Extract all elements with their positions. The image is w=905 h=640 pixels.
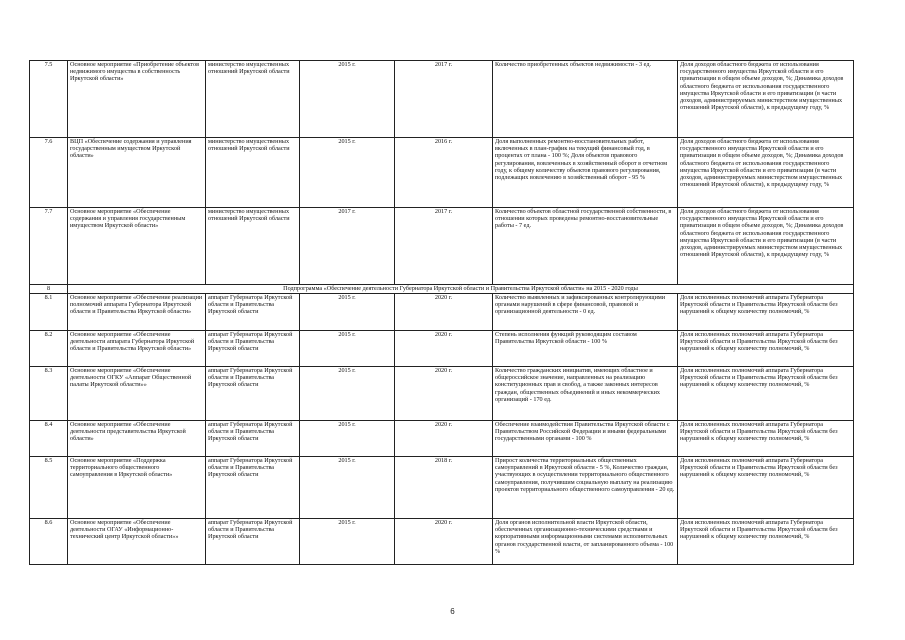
subprogram-row [30,285,854,294]
row-number: 8.6 [30,519,68,565]
executor: аппарат Губернатора Иркутской области и Правительства Иркутской области [206,421,300,457]
row-number: 8.2 [30,331,68,367]
executor: аппарат Губернатора Иркутской области и Правительства Иркутской области [206,331,300,367]
end-year: 2020 г. [395,331,493,367]
executor: аппарат Губернатора Иркутской области и Правительства Иркутской области [206,457,300,519]
goal-indicator: Доля доходов областного бюджета от использования государственного имущества Иркутской области и его приватизации в общем объеме доходов, %; Динамика доходов областного бюджета от использования государственного имущества Иркутской области и его приватизации (в части доходов, администрируемых министерством имущественных отношений Иркутской области), к предыдущему году, % [678,138,854,208]
activity-name: Основное мероприятие «Поддержка территориального общественного самоуправления в Иркутской области» [68,457,206,519]
end-year: 2017 г. [395,61,493,138]
row-number: 8.4 [30,421,68,457]
executor: аппарат Губернатора Иркутской области и Правительства Иркутской области [206,294,300,331]
subprogram-title: Подпрограмма «Обеспечение деятельности Губернатора Иркутской области и Правительства Иркутской области» на 2015 - 2020 годы [68,285,854,294]
row-number: 8.3 [30,367,68,421]
goal-indicator: Доля исполненных полномочий аппарата Губернатора Иркутской области и Правительства Иркутской области без нарушений к общему количеству полномочий, % [678,367,854,421]
activity-name: Основное мероприятие «Обеспечение деятельности ОГКУ «Аппарат Общественной палаты Иркутской области»» [68,367,206,421]
executor: министерство имущественных отношений Иркутской области [206,208,300,285]
indicator: Количество выявленных и зафиксированных контролирующими органами нарушений в сфере финансовой, правовой и организационной деятельности - 0 ед. [493,294,678,331]
activity-name: Основное мероприятие «Обеспечение содержания и управления государственным имуществом Иркутской области» [68,208,206,285]
page-number: 6 [450,607,455,616]
executor: министерство имущественных отношений Иркутской области [206,138,300,208]
start-year: 2015 г. [300,421,395,457]
end-year: 2016 г. [395,138,493,208]
activity-name: ВЦП «Обеспечение содержания и управления государственным имуществом Иркутской области» [68,138,206,208]
start-year: 2015 г. [300,331,395,367]
start-year: 2017 г. [300,208,395,285]
goal-indicator: Доля доходов областного бюджета от использования государственного имущества Иркутской области и его приватизации в общем объеме доходов, %; Динамика доходов областного бюджета от использования государственного имущества Иркутской области и его приватизации (в части доходов, администрируемых министерством имущественных отношений Иркутской области), к предыдущему году, % [678,208,854,285]
activity-name: Основное мероприятие «Обеспечение деятельности аппарата Губернатора Иркутской области и Правительства Иркутской области» [68,331,206,367]
table-row [30,294,854,331]
end-year: 2018 г. [395,457,493,519]
start-year: 2015 г. [300,519,395,565]
table-body [30,61,854,565]
goal-indicator: Доля исполненных полномочий аппарата Губернатора Иркутской области и Правительства Иркутской области без нарушений к общему количеству полномочий, % [678,331,854,367]
row-number: 7.6 [30,138,68,208]
goal-indicator: Доля доходов областного бюджета от использования государственного имущества Иркутской области и его приватизации в общем объеме доходов, %; Динамика доходов областного бюджета от использования государственного имущества Иркутской области и его приватизации (в части доходов, администрируемых министерством имущественных отношений Иркутской области), к предыдущему году, % [678,61,854,138]
executor: министерство имущественных отношений Иркутской области [206,61,300,138]
activity-name: Основное мероприятие «Обеспечение реализации полномочий аппарата Губернатора Иркутской области и Правительства Иркутской области» [68,294,206,331]
table-row [30,61,854,138]
table-row [30,138,854,208]
activity-name: Основное мероприятие «Обеспечение деятельности ОГАУ «Информационно-технический центр Иркутской области»» [68,519,206,565]
goal-indicator: Доля исполненных полномочий аппарата Губернатора Иркутской области и Правительства Иркутской области без нарушений к общему количеству полномочий, % [678,519,854,565]
end-year: 2020 г. [395,519,493,565]
start-year: 2015 г. [300,367,395,421]
row-number: 8.5 [30,457,68,519]
indicator: Прирост количества территориальных общественных самоуправлений в Иркутской области - 5 %, Количество граждан, участвующих в осуществлении территориального общественного самоуправления, получившим социальную выплату на реализацию проектов территориального общественного самоуправления - 20 ед. [493,457,678,519]
indicator: Количество приобретенных объектов недвижимости - 3 ед. [493,61,678,138]
start-year: 2015 г. [300,457,395,519]
goal-indicator: Доля исполненных полномочий аппарата Губернатора Иркутской области и Правительства Иркутской области без нарушений к общему количеству полномочий, % [678,294,854,331]
indicator: Обеспечение взаимодействия Правительства Иркутской области с Правительством Российской Федерации и иными федеральными государственными органами - 100 % [493,421,678,457]
indicator: Доля выполненных ремонтно-восстановительных работ, включенных в план-график на текущий финансовый год, в процентах от плана - 100 %; Доля объектов правового регулирования, вовлеченных в хозяйственный оборот в отчетном году, к общему количеству объектов правового регулирования, подлежащих вовлечению в хозяйственный оборот - 95 % [493,138,678,208]
indicator: Количество объектов областной государственной собственности, в отношении которых проведены ремонтно-восстановительные работы - 7 ед. [493,208,678,285]
end-year: 2017 г. [395,208,493,285]
program-table [29,60,854,565]
table-row [30,331,854,367]
indicator: Степень исполнения функций руководящим составом Правительства Иркутской области - 100 % [493,331,678,367]
start-year: 2015 г. [300,294,395,331]
row-number: 7.7 [30,208,68,285]
executor: аппарат Губернатора Иркутской области и Правительства Иркутской области [206,519,300,565]
goal-indicator: Доля исполненных полномочий аппарата Губернатора Иркутской области и Правительства Иркутской области без нарушений к общему количеству полномочий, % [678,421,854,457]
row-number: 8.1 [30,294,68,331]
start-year: 2015 г. [300,138,395,208]
table-row [30,519,854,565]
indicator: Доля органов исполнительной власти Иркутской области, обеспеченных организационно-техническими средствами и корпоративными информационными системами исполнительных органов государственной власти, от запланированного объема - 100 % [493,519,678,565]
end-year: 2020 г. [395,294,493,331]
subprogram-number: 8 [30,285,68,294]
table-row [30,421,854,457]
table-row [30,457,854,519]
goal-indicator: Доля исполненных полномочий аппарата Губернатора Иркутской области и Правительства Иркутской области без нарушений к общему количеству полномочий, % [678,457,854,519]
executor: аппарат Губернатора Иркутской области и Правительства Иркутской области [206,367,300,421]
end-year: 2020 г. [395,421,493,457]
activity-name: Основное мероприятие «Обеспечение деятельности представительства Иркутской области» [68,421,206,457]
indicator: Количество гражданских инициатив, имеющих областное и общероссийское значение, направленных на реализацию конституционных прав и свобод, а также законных интересов граждан, общественных объединений и иных некоммерческих организаций - 170 ед. [493,367,678,421]
row-number: 7.5 [30,61,68,138]
activity-name: Основное мероприятие «Приобретение объектов недвижимого имущества в собственность Иркутской области» [68,61,206,138]
document-page [29,60,853,565]
end-year: 2020 г. [395,367,493,421]
table-row [30,367,854,421]
table-row [30,208,854,285]
start-year: 2015 г. [300,61,395,138]
